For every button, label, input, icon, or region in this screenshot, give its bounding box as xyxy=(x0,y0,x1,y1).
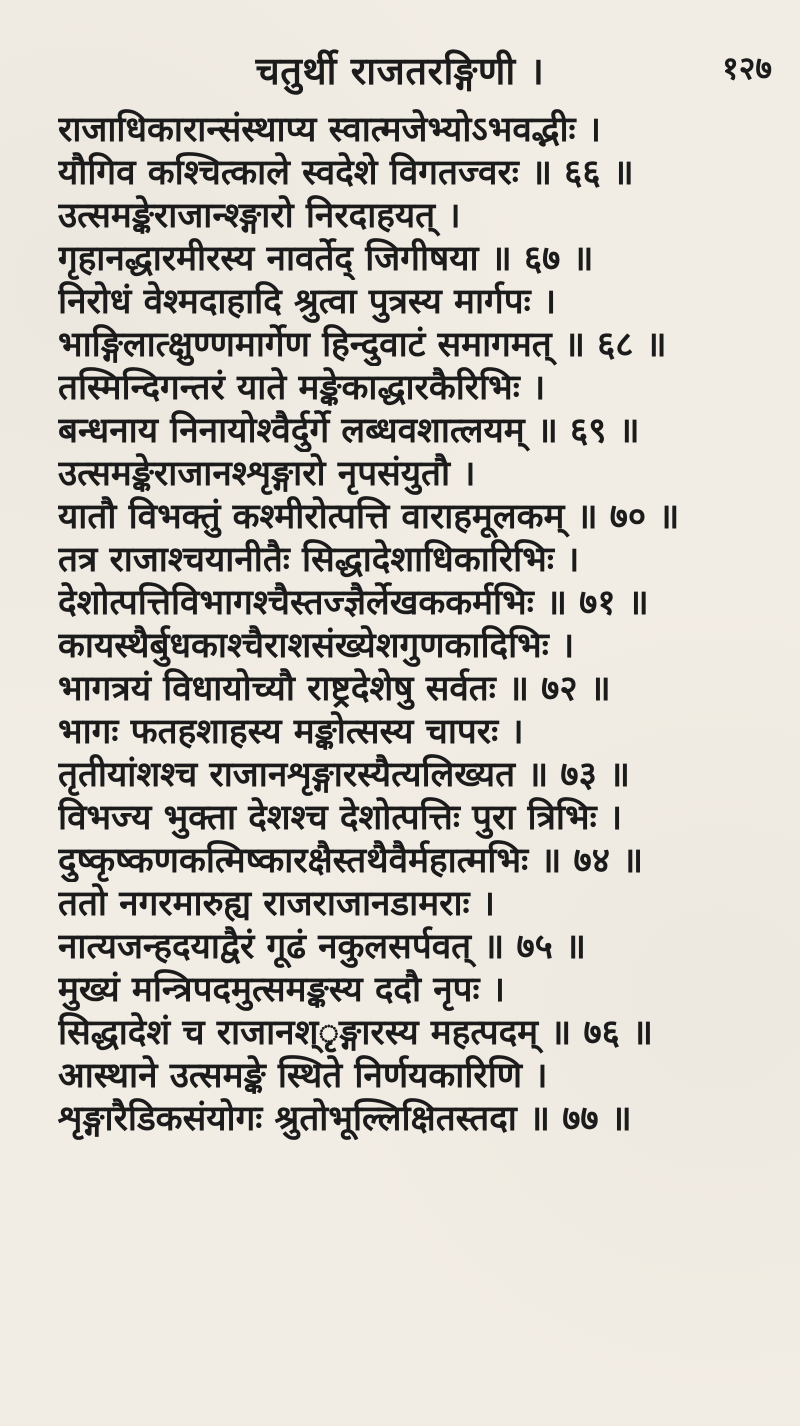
verse-line: निरोधं वेश्मदाहादि श्रुत्वा पुत्रस्य मार्गपः । xyxy=(58,281,557,322)
verse-76 xyxy=(58,968,758,1054)
verse-line: आस्थाने उत्समङ्के स्थिते निर्णयकारिणि । xyxy=(58,1055,548,1096)
verse-line: ततो नगरमारुह्य राजराजानडामराः । xyxy=(58,883,496,924)
verse-67 xyxy=(58,194,758,280)
verse-line: राजाधिकारान्संस्थाप्य स्वात्मजेभ्योऽभवद्भीः । xyxy=(58,109,602,150)
verse-70 xyxy=(58,452,758,538)
verse-68 xyxy=(58,280,758,366)
verse-line: यौगिव कश्चित्काले स्वदेशे विगतज्वरः ॥ ६६ ॥ xyxy=(58,152,634,193)
verse-75 xyxy=(58,882,758,968)
verse-line: विभज्य भुक्ता देशश्च देशोत्पत्तिः पुरा त्रिभिः । xyxy=(58,797,623,838)
verse-line: तस्मिन्दिगन्तरं याते मङ्केकाद्धारकैरिभिः । xyxy=(58,367,546,408)
verse-line: उत्समङ्केराजानश्शृङ्गारो नृपसंयुतौ । xyxy=(58,453,476,494)
verse-line: बन्धनाय निनायोश्वैर्दुर्गे लब्धवशात्लयम् ॥ ६९ ॥ xyxy=(58,410,640,451)
verse-line: भागः फतहशाहस्य मङ्कोत्सस्य चापरः । xyxy=(58,711,524,752)
verse-line: तृतीयांशश्च राजानशृङ्गारस्यैत्यलिख्यत ॥ ७३ ॥ xyxy=(58,754,630,795)
verse-77 xyxy=(58,1054,758,1140)
verse-line: भाङ्गिलात्क्षुण्णमार्गेण हिन्दुवाटं समागमत् ॥ ६८ ॥ xyxy=(58,324,667,365)
verse-line: नात्यजन्हदयाद्वैरं गूढं नकुलसर्पवत् ॥ ७५ ॥ xyxy=(58,926,587,967)
verse-line: भागत्रयं विधायोच्यौ राष्ट्रदेशेषु सर्वतः ॥ ७२ ॥ xyxy=(58,668,611,709)
verse-line: तत्र राजाश्चयानीतैः सिद्धादेशाधिकारिभिः । xyxy=(58,539,580,580)
verse-66 xyxy=(58,108,758,194)
verse-line: उत्समङ्केराजान्श्ङ्गारो निरदाहयत् । xyxy=(58,195,461,236)
verse-74 xyxy=(58,796,758,882)
verse-71 xyxy=(58,538,758,624)
verse-line: दुष्कृष्कणकत्मिष्कारक्षैस्तथैवैर्महात्मभिः ॥ ७४ ॥ xyxy=(58,840,644,881)
verse-73 xyxy=(58,710,758,796)
verse-72 xyxy=(58,624,758,710)
verse-line: मुख्यं मन्त्रिपदमुत्समङ्कस्य ददौ नृपः । xyxy=(58,969,506,1010)
page-header xyxy=(0,34,800,93)
verse-line: यातौ विभक्तुं कश्मीरोत्पत्ति वाराहमूलकम् ॥ ७० ॥ xyxy=(58,496,680,537)
verse-line: कायस्थैर्बुधकाश्चैराशसंख्येशगुणकादिभिः । xyxy=(58,625,575,666)
verse-line: शृङ्गारैडिकसंयोगः श्रुतोभूल्लिक्षितस्तदा ॥ ७७ ॥ xyxy=(58,1098,632,1139)
verse-line: देशोत्पत्तिविभागश्चैस्तज्ज्ञैर्लेखककर्मभिः ॥ ७१ ॥ xyxy=(58,582,649,623)
verse-line: गृहानद्धारमीरस्य नावर्तेद् जिगीषया ॥ ६७ ॥ xyxy=(58,238,594,279)
running-title: चतुर्थी राजतरङ्गिणी । xyxy=(255,48,545,93)
verse-line: सिद्धादेशं च राजानश्ृङ्गारस्य महत्पदम् ॥ ७६ ॥ xyxy=(58,1012,653,1053)
verse-69 xyxy=(58,366,758,452)
verse-block xyxy=(58,108,758,1140)
page-number: १२७ xyxy=(722,49,772,87)
